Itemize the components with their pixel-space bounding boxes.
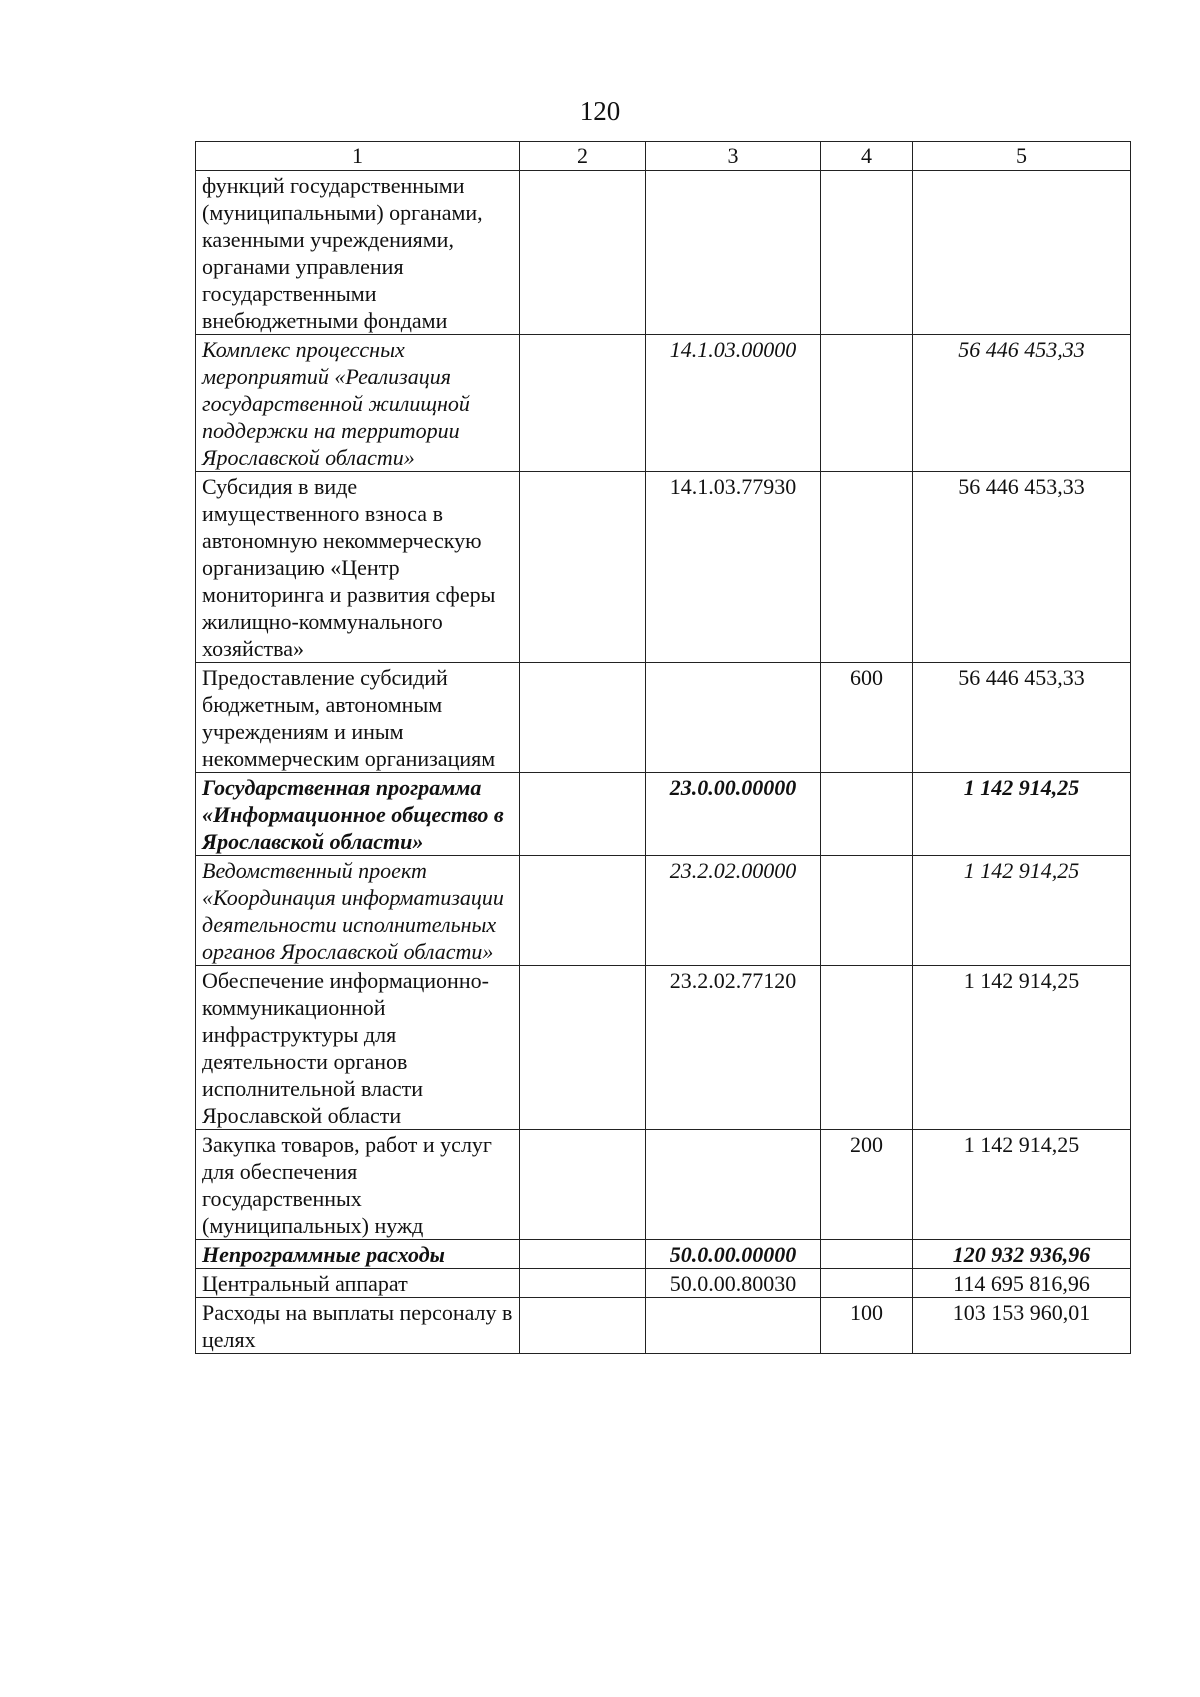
row-name-cell: Государственная программа «Информационное общество в Ярославской области» <box>196 773 520 856</box>
row-code-cell: 14.1.03.77930 <box>646 472 821 663</box>
row-code-cell: 14.1.03.00000 <box>646 335 821 472</box>
column-header-3: 3 <box>646 142 821 171</box>
table-row <box>196 171 1131 335</box>
row-code-cell <box>646 1130 821 1240</box>
row-col2-cell <box>520 856 646 966</box>
row-amount-cell: 114 695 816,96 <box>913 1269 1131 1298</box>
table-row <box>196 1130 1131 1240</box>
row-col2-cell <box>520 472 646 663</box>
table-row <box>196 335 1131 472</box>
row-type-cell <box>821 472 913 663</box>
row-type-cell: 100 <box>821 1298 913 1354</box>
row-amount-cell: 1 142 914,25 <box>913 1130 1131 1240</box>
row-code-cell: 50.0.00.80030 <box>646 1269 821 1298</box>
row-code-cell: 23.2.02.00000 <box>646 856 821 966</box>
column-header-2: 2 <box>520 142 646 171</box>
row-amount-cell: 56 446 453,33 <box>913 335 1131 472</box>
row-amount-cell <box>913 171 1131 335</box>
row-code-cell <box>646 1298 821 1354</box>
row-amount-cell: 56 446 453,33 <box>913 663 1131 773</box>
table-row <box>196 1269 1131 1298</box>
row-col2-cell <box>520 966 646 1130</box>
row-type-cell <box>821 1269 913 1298</box>
row-code-cell: 50.0.00.00000 <box>646 1240 821 1269</box>
row-amount-cell: 1 142 914,25 <box>913 773 1131 856</box>
row-name-cell: Ведомственный проект «Координация информатизации деятельности исполнительных органов Ярославской области» <box>196 856 520 966</box>
row-col2-cell <box>520 663 646 773</box>
row-amount-cell: 120 932 936,96 <box>913 1240 1131 1269</box>
row-amount-cell: 1 142 914,25 <box>913 856 1131 966</box>
row-name-cell: Комплекс процессных мероприятий «Реализация государственной жилищной поддержки на территории Ярославской области» <box>196 335 520 472</box>
row-col2-cell <box>520 171 646 335</box>
row-name-cell: Субсидия в виде имущественного взноса в автономную некоммерческую организацию «Центр мониторинга и развития сферы жилищно-коммунального хозяйства» <box>196 472 520 663</box>
row-name-cell: Центральный аппарат <box>196 1269 520 1298</box>
table-row <box>196 856 1131 966</box>
row-code-cell <box>646 171 821 335</box>
row-amount-cell: 56 446 453,33 <box>913 472 1131 663</box>
row-type-cell <box>821 856 913 966</box>
header-row <box>196 142 1131 171</box>
row-code-cell: 23.0.00.00000 <box>646 773 821 856</box>
row-col2-cell <box>520 773 646 856</box>
row-code-cell <box>646 663 821 773</box>
row-type-cell <box>821 171 913 335</box>
column-header-4: 4 <box>821 142 913 171</box>
row-type-cell: 200 <box>821 1130 913 1240</box>
page-number: 120 <box>579 96 621 126</box>
row-type-cell <box>821 966 913 1130</box>
row-code-cell: 23.2.02.77120 <box>646 966 821 1130</box>
column-header-5: 5 <box>913 142 1131 171</box>
column-header-1: 1 <box>196 142 520 171</box>
row-name-cell: Предоставление субсидий бюджетным, автономным учреждениям и иным некоммерческим организациям <box>196 663 520 773</box>
row-type-cell <box>821 1240 913 1269</box>
budget-table-body <box>196 142 1131 1354</box>
row-col2-cell <box>520 335 646 472</box>
row-col2-cell <box>520 1240 646 1269</box>
table-row <box>196 966 1131 1130</box>
table-row <box>196 1240 1131 1269</box>
row-col2-cell <box>520 1130 646 1240</box>
row-amount-cell: 1 142 914,25 <box>913 966 1131 1130</box>
row-name-cell: функций государственными (муниципальными) органами, казенными учреждениями, органами управления государственными внебюджетными фондами <box>196 171 520 335</box>
row-name-cell: Расходы на выплаты персоналу в целях <box>196 1298 520 1354</box>
table-row <box>196 663 1131 773</box>
row-col2-cell <box>520 1269 646 1298</box>
budget-table <box>195 141 1131 1354</box>
row-name-cell: Обеспечение информационно-коммуникационной инфраструктуры для деятельности органов исполнительной власти Ярославской области <box>196 966 520 1130</box>
row-type-cell <box>821 773 913 856</box>
row-col2-cell <box>520 1298 646 1354</box>
row-amount-cell: 103 153 960,01 <box>913 1298 1131 1354</box>
table-row <box>196 472 1131 663</box>
row-type-cell <box>821 335 913 472</box>
row-name-cell: Непрограммные расходы <box>196 1240 520 1269</box>
table-row <box>196 1298 1131 1354</box>
table-row <box>196 773 1131 856</box>
row-name-cell: Закупка товаров, работ и услуг для обеспечения государственных (муниципальных) нужд <box>196 1130 520 1240</box>
row-type-cell: 600 <box>821 663 913 773</box>
